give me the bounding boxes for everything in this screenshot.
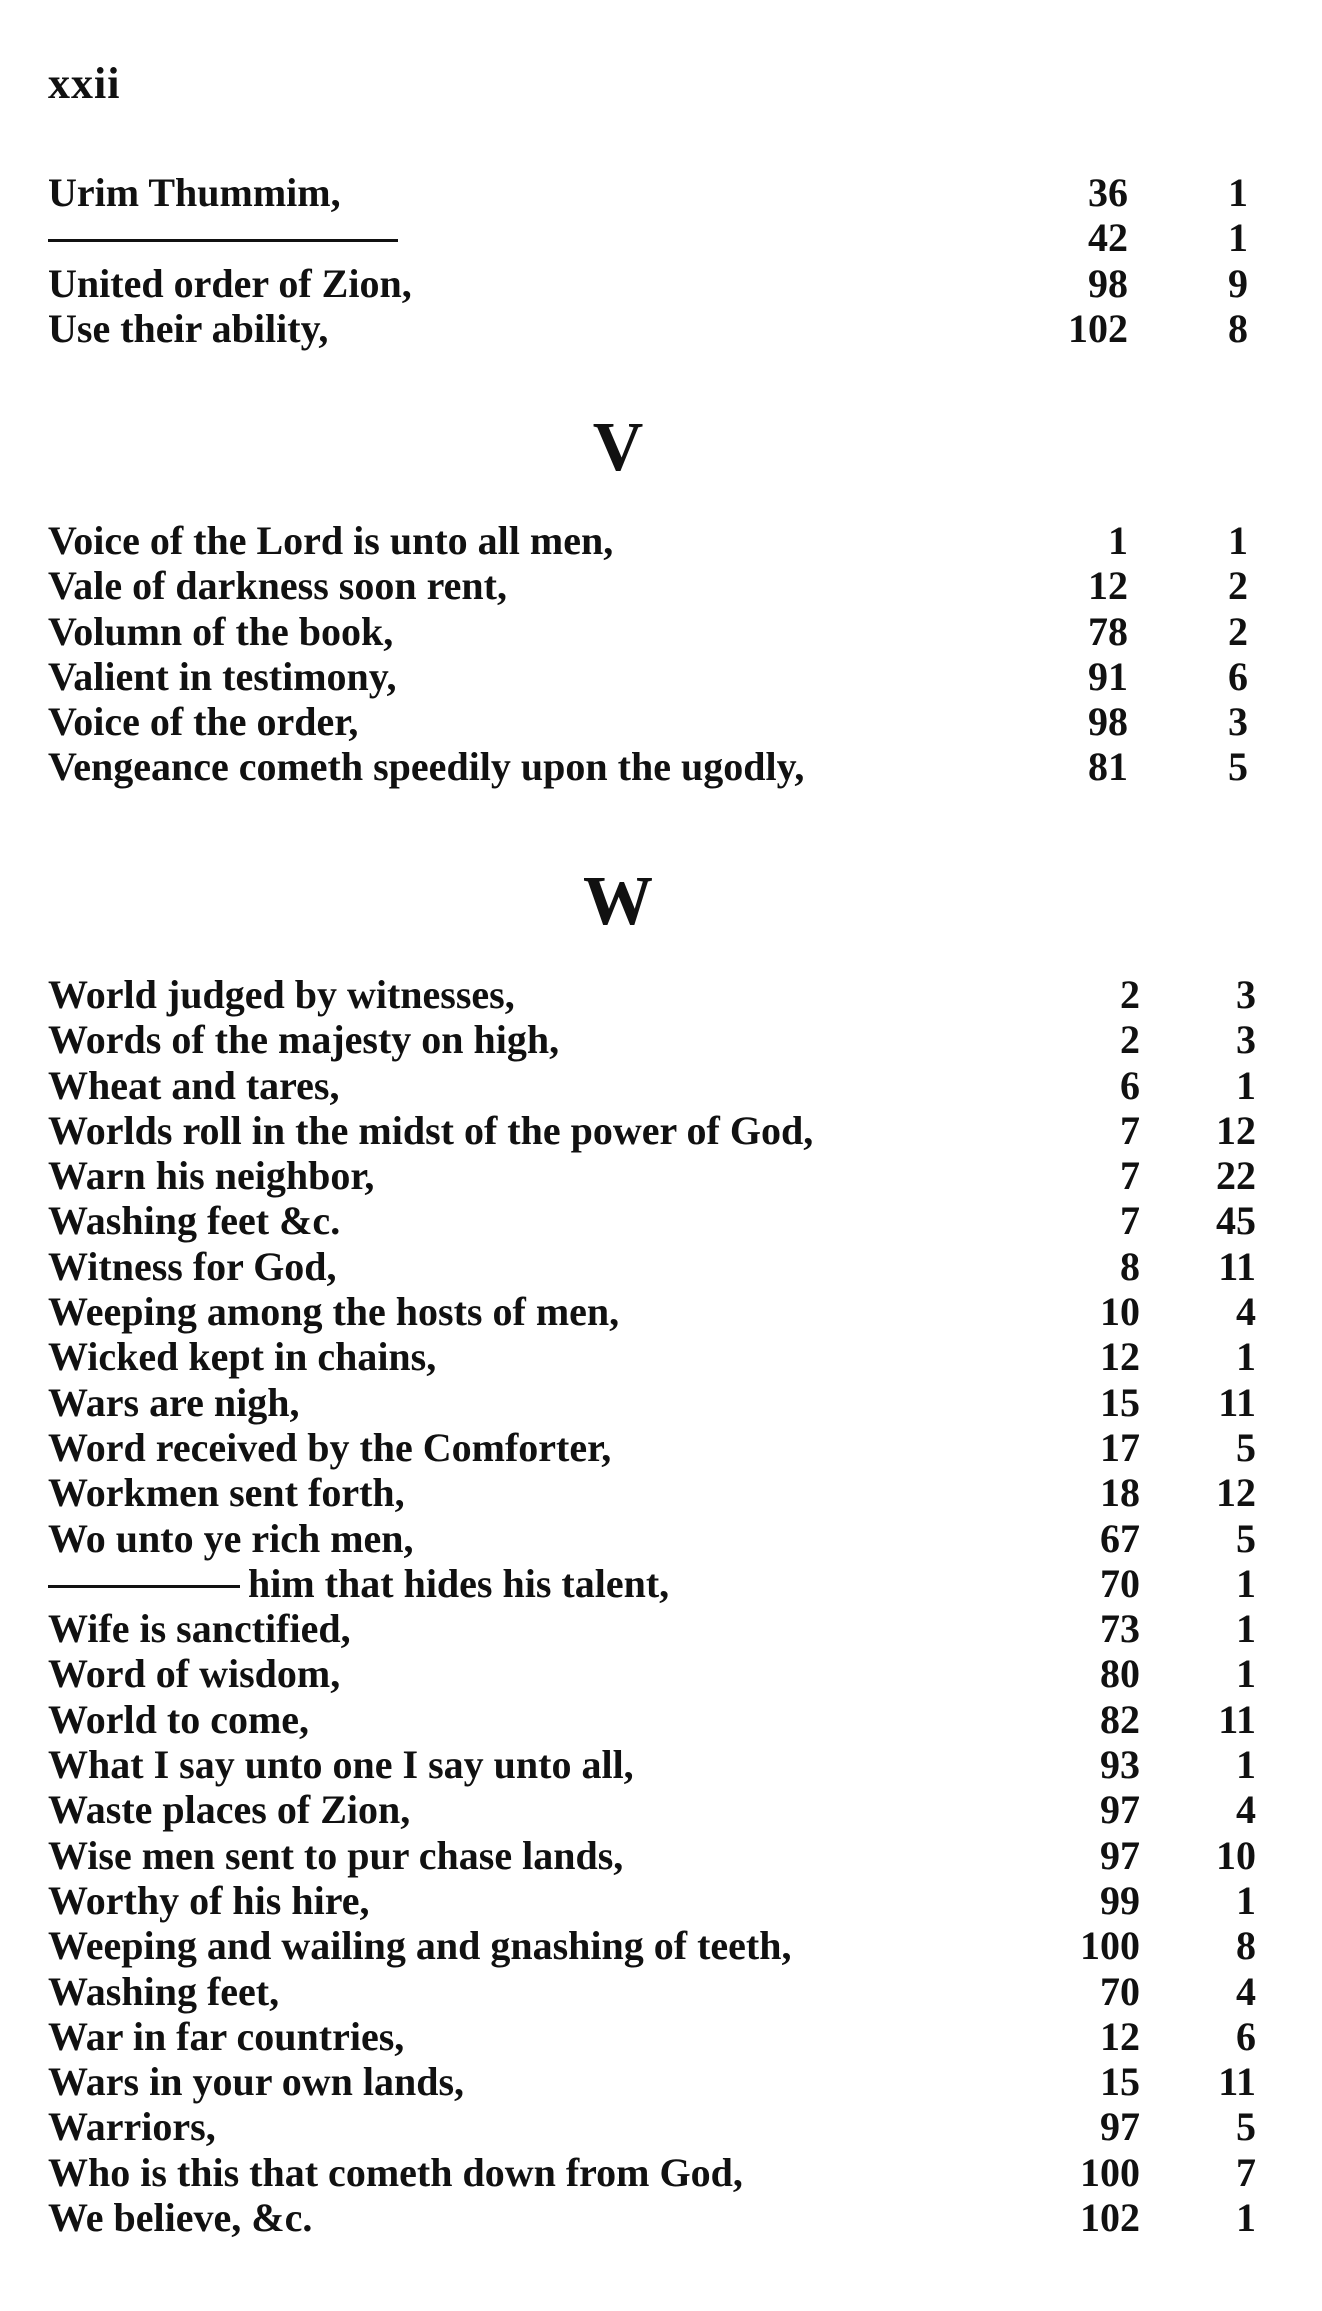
entry-text: Urim Thummim,	[48, 170, 341, 215]
entry-verse-number: 11	[1218, 2059, 1256, 2105]
entry-text: Word received by the Comforter,	[48, 1424, 612, 1470]
entry-section-number: 99	[1100, 1877, 1140, 1923]
entry-text: Weeping among the hosts of men,	[48, 1289, 620, 1335]
index-entry	[48, 518, 1248, 563]
entry-section-number: 1	[1108, 518, 1128, 563]
entry-verse-number: 11	[1218, 1243, 1256, 1289]
section-w	[48, 862, 1256, 2241]
entry-section-number: 15	[1100, 2059, 1140, 2105]
entry-section-number: 91	[1088, 653, 1128, 699]
entry-verse-number: 1	[1236, 1560, 1256, 1606]
index-entry	[48, 1334, 1256, 1380]
entry-section-number: 98	[1088, 260, 1128, 306]
index-entry	[48, 563, 1248, 608]
entry-section-number: 80	[1100, 1651, 1140, 1697]
index-entry	[48, 1742, 1256, 1788]
entry-verse-number: 1	[1228, 170, 1248, 215]
index-entry	[48, 1651, 1256, 1697]
entry-verse-number: 12	[1216, 1470, 1256, 1516]
entry-text: Workmen sent forth,	[48, 1470, 405, 1516]
index-entry	[48, 2195, 1256, 2241]
section-heading-w: W	[583, 863, 653, 940]
entry-section-number: 2	[1120, 1017, 1140, 1063]
entry-text: Wife is sanctified,	[48, 1606, 351, 1652]
entry-section-number: 73	[1100, 1606, 1140, 1652]
entry-text: Wicked kept in chains,	[48, 1334, 437, 1380]
entry-verse-number: 4	[1236, 1787, 1256, 1833]
entry-section-number: 7	[1120, 1107, 1140, 1153]
index-entry	[48, 2013, 1256, 2059]
entry-text: Witness for God,	[48, 1243, 337, 1289]
entry-section-number: 70	[1100, 1560, 1140, 1606]
index-entry	[48, 699, 1248, 744]
entry-verse-number: 1	[1236, 1651, 1256, 1697]
entry-verse-number: 9	[1228, 260, 1248, 306]
entry-text: Waste places of Zion,	[48, 1787, 411, 1833]
entry-verse-number: 3	[1236, 972, 1256, 1017]
index-entry	[48, 1243, 1256, 1289]
entry-section-number: 100	[1080, 1923, 1140, 1969]
entry-section-number: 97	[1100, 1787, 1140, 1833]
entry-list	[48, 170, 1248, 351]
entry-text: Wo unto ye rich men,	[48, 1515, 414, 1561]
entry-verse-number: 7	[1236, 2149, 1256, 2195]
index-entry	[48, 1832, 1256, 1878]
index-entry	[48, 1470, 1256, 1516]
entry-list	[48, 972, 1256, 2241]
entry-section-number: 36	[1088, 170, 1128, 215]
entry-section-number: 18	[1100, 1470, 1140, 1516]
entry-verse-number: 11	[1218, 1379, 1256, 1425]
index-entry	[48, 972, 1256, 1017]
entry-section-number: 97	[1100, 1832, 1140, 1878]
entry-section-number: 7	[1120, 1198, 1140, 1244]
entry-verse-number: 5	[1228, 744, 1248, 790]
entry-verse-number: 11	[1218, 1696, 1256, 1742]
index-entry	[48, 1062, 1256, 1108]
index-entry	[48, 170, 1248, 215]
entry-text: Wars are nigh,	[48, 1379, 300, 1425]
section-u	[48, 170, 1248, 351]
entry-text: Washing feet &c.	[48, 1198, 341, 1244]
entry-verse-number: 1	[1228, 518, 1248, 563]
entry-text: United order of Zion,	[48, 260, 412, 306]
entry-text: Words of the majesty on high,	[48, 1017, 560, 1063]
entry-text: Wars in your own lands,	[48, 2059, 465, 2105]
index-entry	[48, 1424, 1256, 1470]
entry-text: Vengeance cometh speedily upon the ugodly,	[48, 744, 805, 790]
entry-text: Worlds roll in the midst of the power of God,	[48, 1107, 814, 1153]
entry-verse-number: 5	[1236, 1515, 1256, 1561]
index-entry	[48, 1560, 1256, 1606]
index-entry	[48, 1107, 1256, 1153]
entry-verse-number: 1	[1236, 2195, 1256, 2241]
entry-section-number: 67	[1100, 1515, 1140, 1561]
entry-section-number: 102	[1080, 2195, 1140, 2241]
index-entry	[48, 306, 1248, 351]
entry-verse-number: 5	[1236, 2104, 1256, 2150]
entry-section-number: 78	[1088, 608, 1128, 654]
index-entry	[48, 261, 1248, 306]
entry-verse-number: 5	[1236, 1424, 1256, 1470]
entry-verse-number: 1	[1236, 1606, 1256, 1652]
entry-text: What I say unto one I say unto all,	[48, 1742, 634, 1788]
index-entry	[48, 1515, 1256, 1561]
entry-section-number: 93	[1100, 1742, 1140, 1788]
entry-text: Wise men sent to pur chase lands,	[48, 1832, 624, 1878]
entry-text: Weeping and wailing and gnashing of teeth,	[48, 1923, 792, 1969]
index-entry	[48, 609, 1248, 654]
ditto-dash	[48, 1585, 240, 1588]
entry-text: We believe, &c.	[48, 2195, 313, 2241]
entry-verse-number: 22	[1216, 1153, 1256, 1199]
entry-text: Use their ability,	[48, 305, 329, 351]
index-entry	[48, 1153, 1256, 1199]
index-entry	[48, 2149, 1256, 2195]
index-entry	[48, 1787, 1256, 1833]
entry-verse-number: 4	[1236, 1289, 1256, 1335]
entry-section-number: 98	[1088, 699, 1128, 745]
entry-text: Washing feet,	[48, 1968, 280, 2014]
index-entry	[48, 1606, 1256, 1652]
entry-verse-number: 1	[1236, 1742, 1256, 1788]
entry-text: Volumn of the book,	[48, 608, 394, 654]
index-entry	[48, 1017, 1256, 1063]
index-entry	[48, 1379, 1256, 1425]
entry-text: Who is this that cometh down from God,	[48, 2149, 743, 2195]
entry-verse-number: 4	[1236, 1968, 1256, 2014]
entry-text: Voice of the Lord is unto all men,	[48, 518, 614, 563]
index-entry	[48, 654, 1248, 699]
entry-section-number: 17	[1100, 1424, 1140, 1470]
entry-text: Voice of the order,	[48, 699, 359, 745]
entry-verse-number: 8	[1228, 305, 1248, 351]
entry-text: World judged by witnesses,	[48, 972, 515, 1017]
entry-text: War in far countries,	[48, 2013, 405, 2059]
entry-section-number: 8	[1120, 1243, 1140, 1289]
index-entry	[48, 744, 1248, 789]
entry-text: Wheat and tares,	[48, 1062, 340, 1108]
entry-section-number: 102	[1068, 305, 1128, 351]
entry-verse-number: 1	[1236, 1334, 1256, 1380]
page-number: xxii	[48, 59, 121, 108]
entry-verse-number: 10	[1216, 1832, 1256, 1878]
entry-verse-number: 3	[1228, 699, 1248, 745]
entry-section-number: 15	[1100, 1379, 1140, 1425]
entry-verse-number: 3	[1236, 1017, 1256, 1063]
entry-verse-number: 1	[1236, 1877, 1256, 1923]
entry-section-number: 6	[1120, 1062, 1140, 1108]
index-entry	[48, 1968, 1256, 2014]
entry-text: Worthy of his hire,	[48, 1877, 370, 1923]
entry-section-number: 12	[1100, 2013, 1140, 2059]
entry-text: Valient in testimony,	[48, 653, 397, 699]
entry-text: Warriors,	[48, 2104, 216, 2150]
entry-section-number: 81	[1088, 744, 1128, 790]
entry-verse-number: 1	[1236, 1062, 1256, 1108]
index-entry	[48, 1198, 1256, 1244]
entry-verse-number: 45	[1216, 1198, 1256, 1244]
index-entry	[48, 2059, 1256, 2105]
entry-verse-number: 1	[1228, 215, 1248, 261]
index-entry	[48, 1877, 1256, 1923]
ditto-dash	[48, 239, 398, 242]
entry-text: World to come,	[48, 1696, 310, 1742]
index-entry	[48, 1696, 1256, 1742]
section-heading-v: V	[592, 409, 644, 486]
entry-verse-number: 6	[1236, 2013, 1256, 2059]
entry-section-number: 97	[1100, 2104, 1140, 2150]
entry-text: Warn his neighbor,	[48, 1153, 375, 1199]
entry-section-number: 82	[1100, 1696, 1140, 1742]
entry-section-number: 42	[1088, 215, 1128, 261]
section-v	[48, 408, 1248, 790]
entry-text: Word of wisdom,	[48, 1651, 341, 1697]
entry-verse-number: 6	[1228, 653, 1248, 699]
index-entry	[48, 2104, 1256, 2150]
index-entry	[48, 215, 1248, 260]
entry-text: Vale of darkness soon rent,	[48, 563, 507, 609]
entry-text: him that hides his talent,	[248, 1560, 670, 1606]
entry-section-number: 10	[1100, 1289, 1140, 1335]
entry-section-number: 2	[1120, 972, 1140, 1017]
index-entry	[48, 1289, 1256, 1335]
entry-section-number: 70	[1100, 1968, 1140, 2014]
entry-verse-number: 8	[1236, 1923, 1256, 1969]
entry-section-number: 100	[1080, 2149, 1140, 2195]
entry-verse-number: 2	[1228, 608, 1248, 654]
entry-section-number: 7	[1120, 1153, 1140, 1199]
index-entry	[48, 1923, 1256, 1969]
entry-verse-number: 2	[1228, 563, 1248, 609]
entry-verse-number: 12	[1216, 1107, 1256, 1153]
entry-section-number: 12	[1100, 1334, 1140, 1380]
entry-list	[48, 518, 1248, 790]
entry-section-number: 12	[1088, 563, 1128, 609]
